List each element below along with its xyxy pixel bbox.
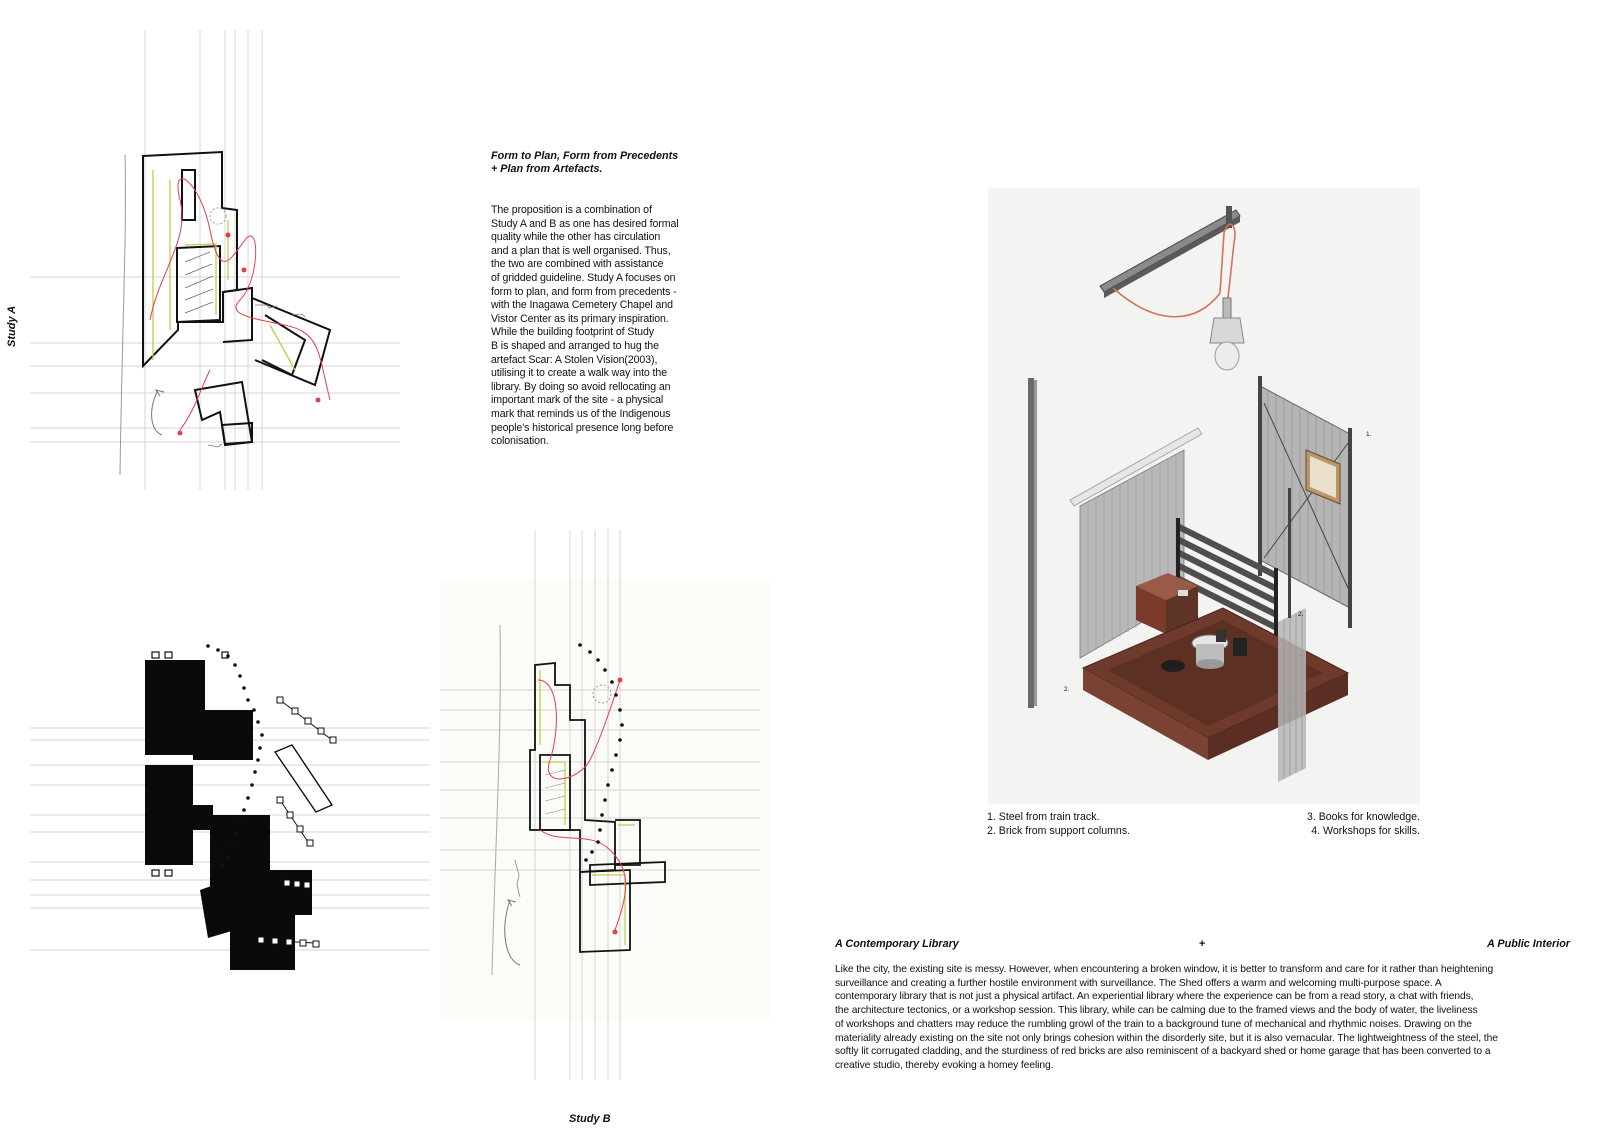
corrugated-panel-right bbox=[1258, 376, 1352, 628]
intro-line: The proposition is a combination of bbox=[491, 204, 652, 216]
library-heading-plus: + bbox=[1199, 938, 1206, 950]
legend-item: 2. Brick from support columns. bbox=[987, 825, 1131, 837]
library-line: materiality already existing on the site not only brings cohesion within the disorderly site, but it is also vernacular. The lightweightness of the steel, the bbox=[835, 1032, 1498, 1044]
intro-heading-line1: Form to Plan, Form from Precedents bbox=[491, 150, 679, 162]
intro-line: B is shaped and arranged to hug the bbox=[491, 339, 659, 352]
intro-line: colonisation. bbox=[491, 435, 549, 448]
intro-line: form to plan, and form from precedents - bbox=[491, 285, 677, 298]
study-b-label: Study B bbox=[569, 1113, 611, 1125]
study-a-sketch-plan bbox=[30, 30, 420, 490]
intro-line: artefact Scar: A Stolen Vision(2003), bbox=[491, 353, 658, 366]
axo-legend-right bbox=[1280, 810, 1420, 838]
library-line: contemporary library that is not just a physical artifact. An experiential library where the experience can be from a read story, a chat with friends, bbox=[835, 991, 1474, 1003]
intro-line: utilising it to create a walk way into the bbox=[491, 367, 667, 380]
library-line: of workshops and chatters may reduce the rumbling growl of the train to a background tune of mechanical and rhythmic noises. Drawing on the bbox=[835, 1018, 1472, 1030]
intro-line: While the building footprint of Study bbox=[491, 326, 654, 339]
study-b-sketch-plan bbox=[440, 530, 770, 1080]
library-heading-right: A Public Interior bbox=[1487, 938, 1570, 950]
study-a-label: Study A bbox=[6, 305, 18, 347]
intro-line: important mark of the site - a physical bbox=[491, 394, 664, 407]
legend-item: 3. Books for knowledge. bbox=[1306, 811, 1420, 823]
corrugated-screen bbox=[1278, 608, 1306, 782]
intro-line: library. By doing so avoid rellocating an bbox=[491, 380, 671, 393]
pendant-lamp bbox=[1210, 298, 1244, 370]
intro-line: Study A and B as one has desired formal bbox=[491, 217, 679, 230]
intro-line: with the Inagawa Cemetery Chapel and bbox=[491, 299, 673, 312]
intro-line: the two are combined with assistance bbox=[491, 258, 664, 271]
axo-legend-left bbox=[987, 810, 1130, 838]
intro-heading bbox=[491, 150, 678, 176]
exploded-axonometric-drawing bbox=[988, 188, 1420, 804]
axo-marker-2b: 2. bbox=[1064, 686, 1070, 693]
axo-marker-1: 1. bbox=[1366, 431, 1372, 438]
intro-line: and a plan that is well organised. Thus, bbox=[491, 244, 671, 257]
library-line: surveillance and creating a further hostile environment with surveillance. The Shed offers a warm and welcoming multi-purpose space. A bbox=[835, 977, 1442, 989]
axo-marker-2a: 2. bbox=[1298, 611, 1304, 618]
library-line: creative studio, thereby evoking a homey feeling. bbox=[835, 1059, 1054, 1071]
steel-beam bbox=[1100, 206, 1240, 298]
library-heading-left: A Contemporary Library bbox=[835, 938, 959, 950]
intro-line: of gridded guideline. Study A focuses on bbox=[491, 271, 676, 284]
legend-item: 4. Workshops for skills. bbox=[1311, 825, 1420, 837]
intro-line: Vistor Center as its primary inspiration. bbox=[491, 312, 669, 325]
legend-item: 1. Steel from train track. bbox=[987, 811, 1100, 823]
intro-body bbox=[491, 204, 711, 449]
intro-line: people's historical presence long before bbox=[491, 421, 674, 434]
library-line: the architecture tectonics, or a workshop session. This library, while can be calming due to the framed views and the body of water, the liveliness bbox=[835, 1005, 1478, 1017]
combined-figure-ground-plan bbox=[30, 640, 440, 970]
library-body bbox=[835, 963, 1580, 1073]
library-line: Like the city, the existing site is messy. However, when encountering a broken window, it is better to transform and care for it rather than heightening bbox=[835, 964, 1494, 975]
intro-line: mark that reminds us of the Indigenous bbox=[491, 407, 671, 420]
intro-heading-line2: + Plan from Artefacts. bbox=[491, 163, 603, 175]
intro-line: quality while the other has circulation bbox=[491, 231, 661, 244]
library-line: softly lit corrugated cladding, and the sturdiness of red bricks are also reminiscent of a backyard shed or home garage that has been converted to a bbox=[835, 1046, 1491, 1058]
